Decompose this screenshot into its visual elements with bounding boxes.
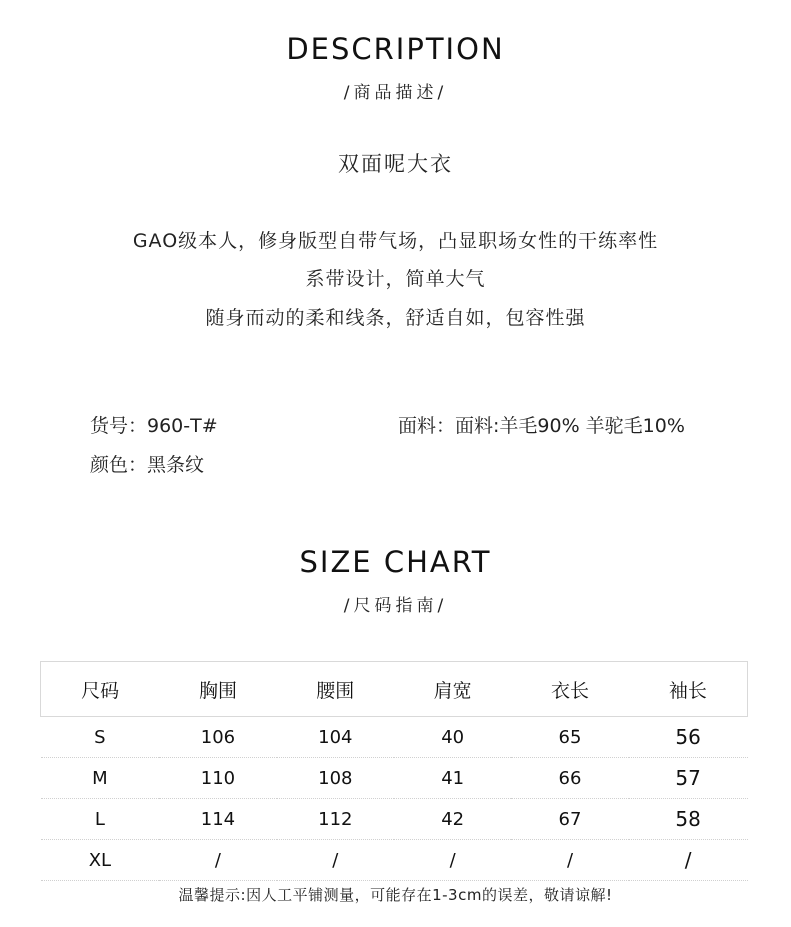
table-cell: 67	[511, 799, 628, 840]
table-cell: XL	[41, 840, 160, 881]
table-row	[41, 799, 748, 840]
table-cell: 58	[629, 799, 748, 840]
description-line: 系带设计，简单大气	[305, 268, 486, 290]
description-heading: DESCRIPTION	[286, 32, 505, 66]
table-cell: 110	[159, 758, 276, 799]
item-number: 货号：960-T#	[90, 415, 218, 437]
table-cell: /	[629, 840, 748, 881]
table-cell: 112	[277, 799, 394, 840]
size-chart-heading: SIZE CHART	[299, 545, 492, 579]
header-shoulder: 肩宽	[394, 662, 511, 717]
table-cell: 42	[394, 799, 511, 840]
table-cell: 106	[159, 717, 276, 758]
header-size: 尺码	[41, 662, 160, 717]
table-row	[41, 758, 748, 799]
size-table-header-row	[41, 662, 748, 717]
table-cell: L	[41, 799, 160, 840]
table-cell: 66	[511, 758, 628, 799]
table-cell: 57	[629, 758, 748, 799]
description-line: GAO级本人，修身版型自带气场，凸显职场女性的干练率性	[132, 230, 659, 252]
table-cell: 114	[159, 799, 276, 840]
product-name: 双面呢大衣	[338, 152, 453, 176]
measurement-note: 温馨提示:因人工平铺测量，可能存在1-3cm的误差，敬请谅解!	[178, 886, 613, 904]
table-cell: 104	[277, 717, 394, 758]
table-cell: 56	[629, 717, 748, 758]
table-cell: /	[277, 840, 394, 881]
table-row	[41, 840, 748, 881]
header-chest: 胸围	[159, 662, 276, 717]
table-cell: /	[511, 840, 628, 881]
table-cell: S	[41, 717, 160, 758]
color-info: 颜色：黑条纹	[90, 454, 205, 476]
table-cell: 65	[511, 717, 628, 758]
table-row	[41, 717, 748, 758]
table-cell: /	[394, 840, 511, 881]
header-sleeve: 袖长	[629, 662, 748, 717]
fabric-info: 面料：面料:羊毛90% 羊驼毛10%	[398, 415, 685, 437]
table-cell: /	[159, 840, 276, 881]
size-chart-subheading: /尺码指南/	[343, 596, 448, 616]
size-table	[40, 661, 748, 881]
description-line: 随身而动的柔和线条，舒适自如，包容性强	[205, 307, 586, 329]
table-cell: 41	[394, 758, 511, 799]
description-subheading: /商品描述/	[343, 83, 448, 103]
table-cell: M	[41, 758, 160, 799]
table-cell: 108	[277, 758, 394, 799]
table-cell: 40	[394, 717, 511, 758]
header-length: 衣长	[511, 662, 628, 717]
header-waist: 腰围	[277, 662, 394, 717]
